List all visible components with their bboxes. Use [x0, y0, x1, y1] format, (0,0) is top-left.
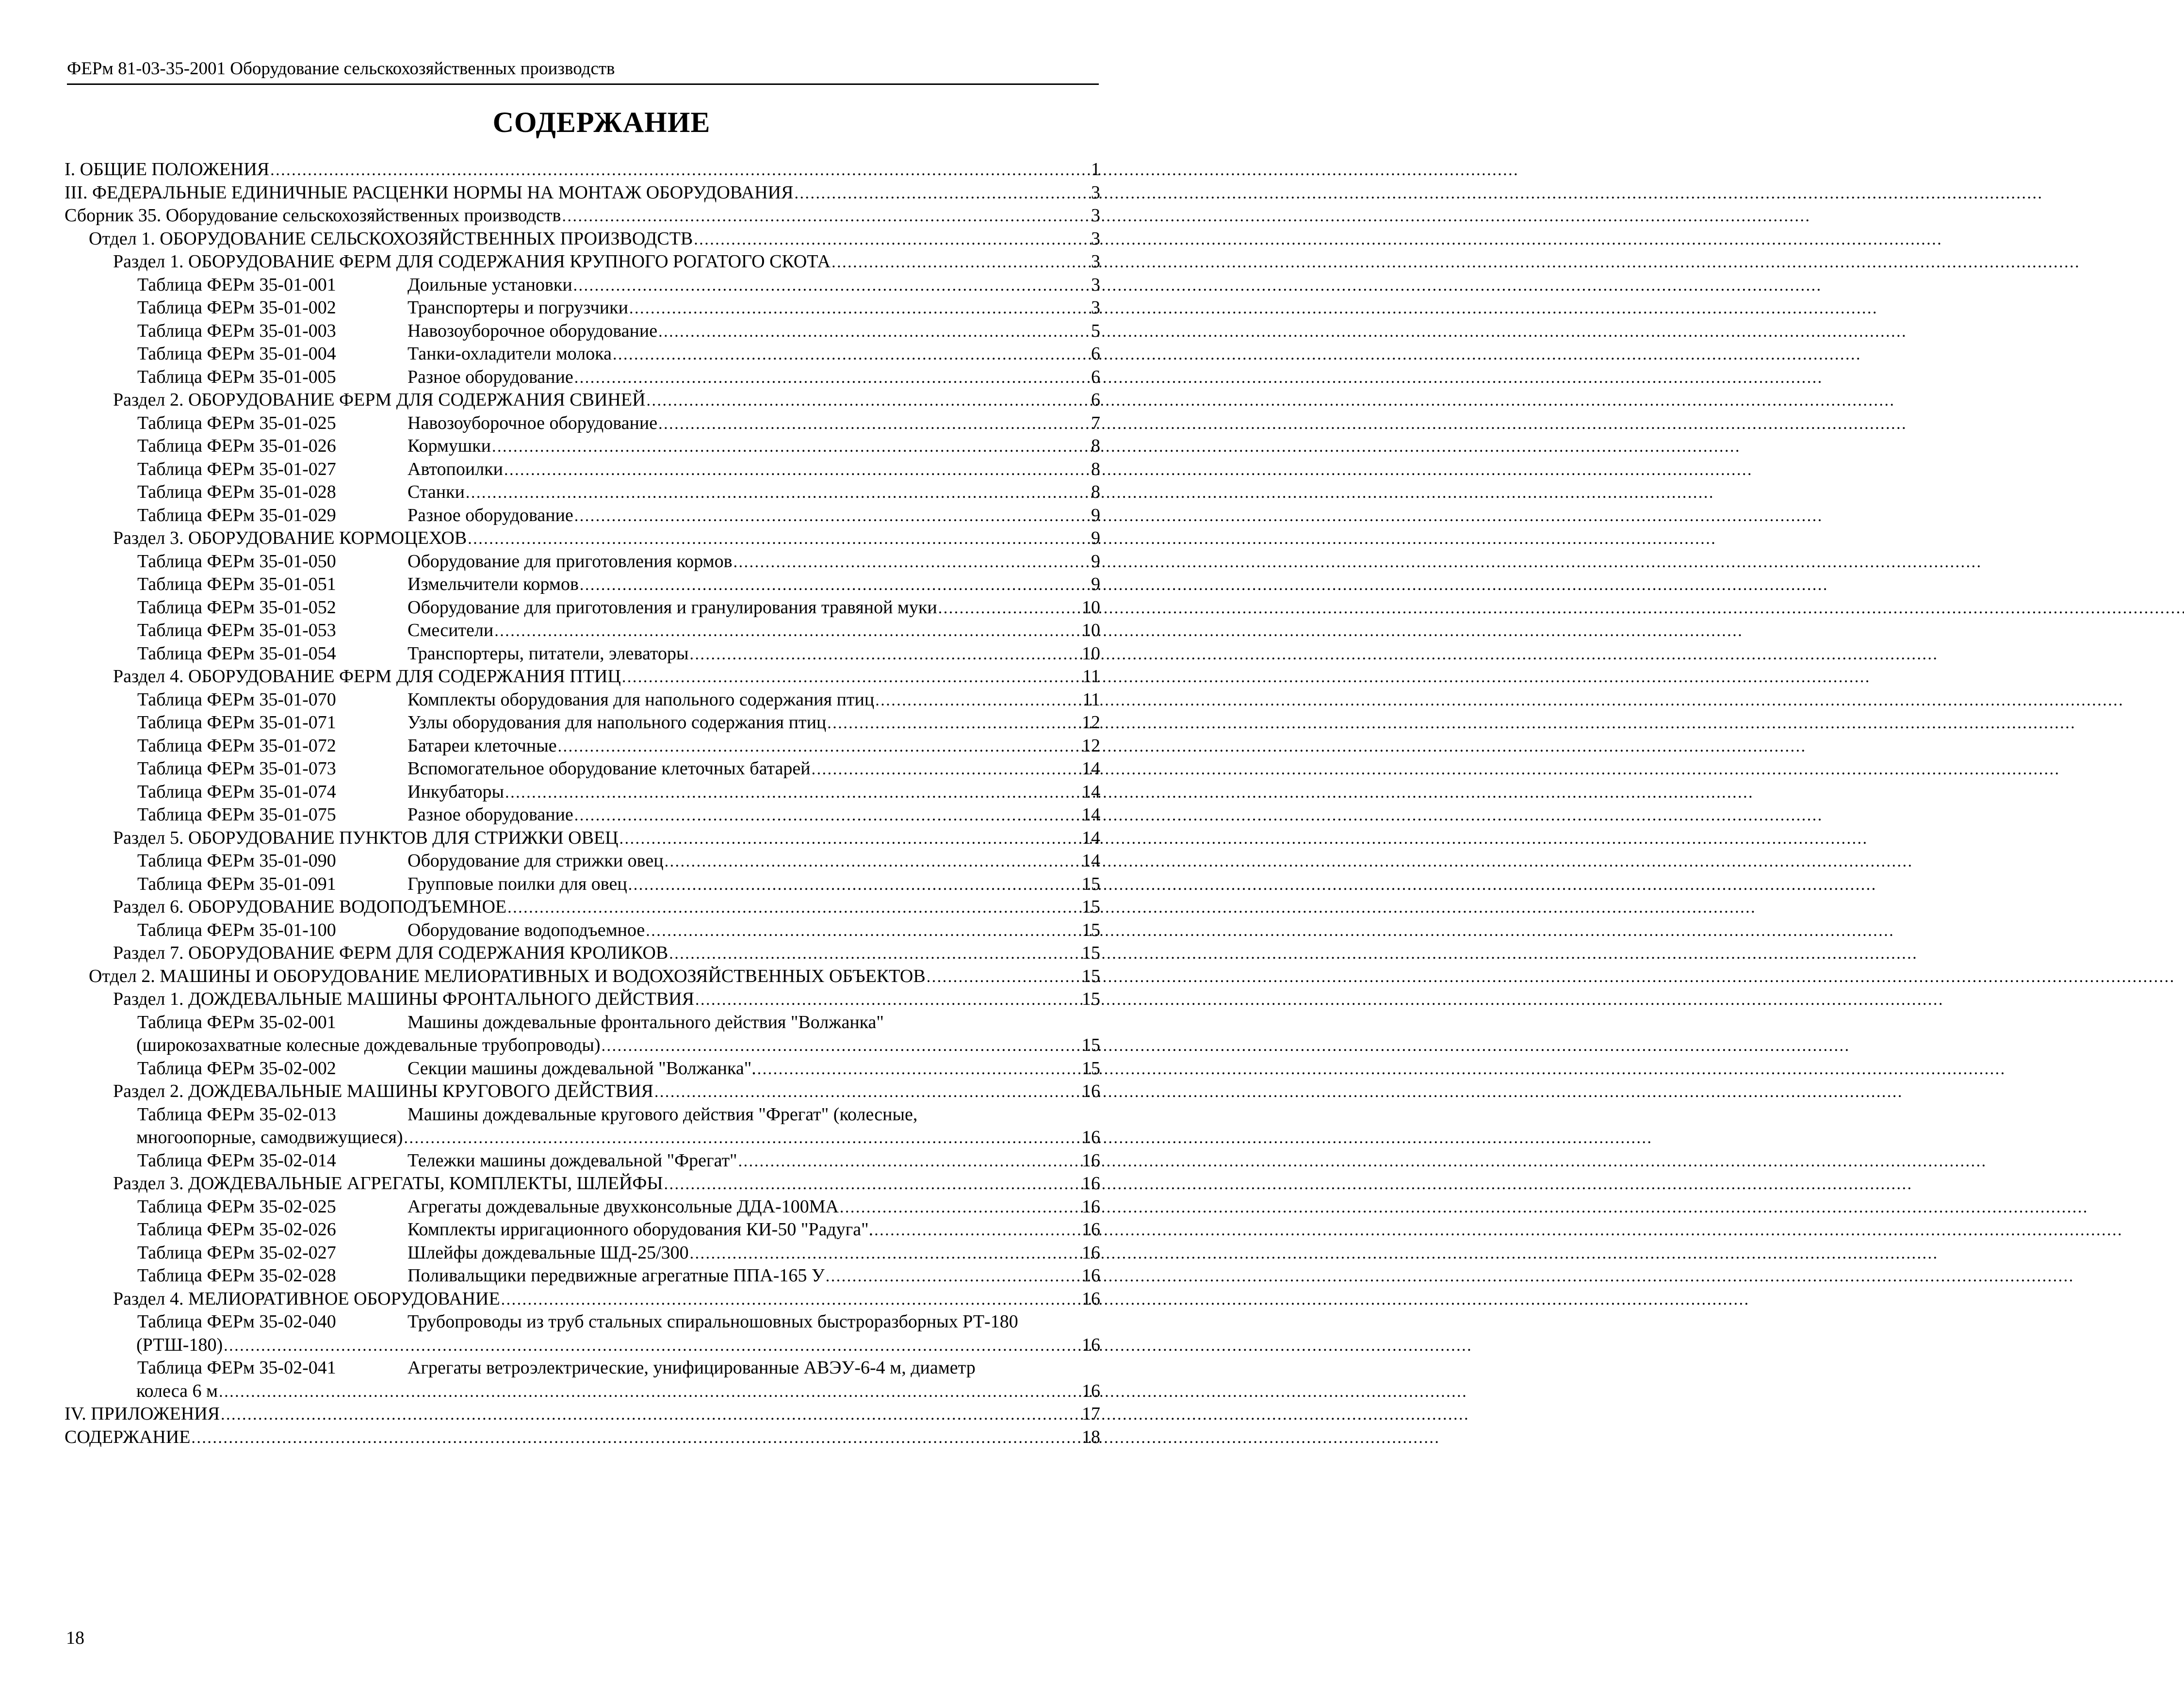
toc-entry-title: Раздел 1. ОБОРУДОВАНИЕ ФЕРМ ДЛЯ СОДЕРЖАНИЯ КРУПНОГО РОГАТОГО СКОТА	[113, 251, 831, 272]
toc-page-number: 16	[1082, 1380, 1100, 1401]
toc-entry-title: Кормушки	[407, 436, 491, 456]
toc-entry[interactable]	[65, 504, 1100, 527]
toc-entry-title: Секции машины дождевальной "Волжанка".	[407, 1058, 756, 1079]
toc-table-code: Таблица ФЕРм 35-02-001	[137, 1012, 336, 1032]
dot-leader	[468, 527, 1090, 551]
toc-table-code: Таблица ФЕРм 35-01-050	[137, 551, 336, 572]
toc-entry-title: Станки	[407, 482, 465, 502]
toc-page-number: 7	[1091, 412, 1100, 433]
toc-page-number: 12	[1082, 712, 1100, 733]
toc-entry-title: Машины дождевальные кругового действия "Фрегат" (колесные,	[407, 1104, 918, 1125]
toc-page-number: 15	[1082, 989, 1100, 1009]
dot-leader	[689, 642, 1081, 666]
toc-entry-title-continuation: многоопорные, самодвижущиеся)	[136, 1127, 403, 1147]
toc-page-number: 9	[1091, 528, 1100, 548]
toc-entry[interactable]	[65, 1172, 1100, 1195]
toc-entry[interactable]	[65, 481, 1100, 504]
toc-page-number: 11	[1082, 689, 1100, 710]
toc-table-code: Таблица ФЕРм 35-01-051	[137, 574, 336, 594]
toc-entry[interactable]	[65, 204, 1100, 228]
toc-entry[interactable]	[65, 412, 1100, 435]
toc-entry[interactable]	[65, 1357, 1100, 1380]
dot-leader	[840, 1195, 1081, 1219]
toc-page-number: 16	[1082, 1173, 1100, 1194]
dot-leader	[221, 1403, 1081, 1426]
toc-page-number: 10	[1082, 620, 1100, 640]
toc-entry[interactable]	[65, 873, 1100, 896]
toc-page-number: 6	[1091, 344, 1100, 364]
toc-entry-title: Раздел 4. МЕЛИОРАТИВНОЕ ОБОРУДОВАНИЕ	[113, 1288, 500, 1309]
dot-leader	[466, 481, 1090, 505]
toc-entry[interactable]	[65, 1264, 1100, 1288]
toc-entry[interactable]	[65, 158, 1100, 181]
dot-leader	[270, 158, 1090, 182]
page-number: 18	[66, 1628, 84, 1648]
toc-table-code: Таблица ФЕРм 35-01-026	[137, 436, 336, 456]
toc-page-number: 15	[1082, 897, 1100, 917]
toc-entry-continuation[interactable]	[65, 1126, 1100, 1149]
toc-entry[interactable]	[65, 757, 1100, 781]
page-title: СОДЕРЖАНИЕ	[492, 106, 711, 138]
dot-leader	[831, 250, 1090, 274]
toc-table-code: Таблица ФЕРм 35-01-100	[137, 919, 336, 940]
dot-leader	[694, 228, 1090, 251]
toc-page-number: 3	[1091, 228, 1100, 249]
toc-table-code: Таблица ФЕРм 35-02-026	[137, 1219, 336, 1240]
toc-entry-title: Раздел 1. ДОЖДЕВАЛЬНЫЕ МАШИНЫ ФРОНТАЛЬНОГО ДЕЙСТВИЯ	[113, 989, 694, 1009]
toc-table-code: Таблица ФЕРм 35-02-002	[137, 1058, 336, 1079]
toc-page-number: 3	[1091, 251, 1100, 272]
toc-page-number: 16	[1082, 1288, 1100, 1309]
toc-page-number: 11	[1082, 666, 1100, 687]
toc-page-number: 14	[1082, 781, 1100, 802]
dot-leader	[669, 942, 1081, 966]
toc-entry-title-continuation: (широкозахватные колесные дождевальные трубопроводы)	[136, 1035, 601, 1055]
toc-table-code: Таблица ФЕРм 35-01-075	[137, 804, 336, 825]
toc-entry[interactable]	[65, 228, 1100, 251]
toc-entry-title: Транспортеры и погрузчики	[407, 297, 628, 318]
toc-entry-title: Навозоуборочное оборудование	[407, 320, 658, 341]
toc-entry[interactable]	[65, 781, 1100, 804]
toc-entry-title: Отдел 1. ОБОРУДОВАНИЕ СЕЛЬСКОХОЗЯЙСТВЕННЫХ ПРОИЗВОДСТВ	[89, 228, 693, 249]
toc-page-number: 16	[1082, 1196, 1100, 1217]
toc-page-number: 14	[1082, 758, 1100, 779]
toc-entry-title: Измельчители кормов	[407, 574, 579, 594]
dot-leader	[507, 896, 1081, 919]
toc-entry-title: Транспортеры, питатели, элеваторы	[407, 643, 689, 664]
toc-entry-title: Комплекты оборудования для напольного содержания птиц	[407, 689, 875, 710]
toc-entry-title: Агрегаты дождевальные двухконсольные ДДА-100МА	[407, 1196, 839, 1217]
toc-table-code: Таблица ФЕРм 35-02-027	[137, 1242, 336, 1263]
toc-table-code: Таблица ФЕРм 35-01-029	[137, 505, 336, 525]
toc-page-number: 6	[1091, 390, 1100, 410]
dot-leader	[628, 873, 1081, 897]
dot-leader	[664, 1172, 1081, 1196]
toc-entry[interactable]	[65, 1149, 1100, 1173]
toc-table-code: Таблица ФЕРм 35-01-005	[137, 366, 336, 387]
toc-entry[interactable]	[65, 1103, 1100, 1127]
dot-leader	[658, 320, 1090, 344]
toc-entry-continuation[interactable]	[65, 1034, 1100, 1057]
toc-entry-title: Машины дождевальные фронтального действия "Волжанка"	[407, 1012, 884, 1032]
toc-page-number: 6	[1091, 366, 1100, 387]
toc-table-code: Таблица ФЕРм 35-01-074	[137, 781, 336, 802]
dot-leader	[938, 596, 1081, 620]
dot-leader	[501, 1288, 1081, 1311]
toc-page-number: 15	[1082, 919, 1100, 940]
toc-page-number: 16	[1082, 1081, 1100, 1101]
toc-table-code: Таблица ФЕРм 35-01-027	[137, 458, 336, 479]
toc-table-code: Таблица ФЕРм 35-02-014	[137, 1150, 336, 1171]
toc-entry-title: Автопоилки	[407, 458, 503, 479]
toc-table-code: Таблица ФЕРм 35-01-054	[137, 643, 336, 664]
dot-leader	[505, 781, 1081, 804]
toc-entry[interactable]	[65, 735, 1100, 758]
toc-page-number: 15	[1082, 873, 1100, 894]
toc-table-code: Таблица ФЕРм 35-01-091	[137, 873, 336, 894]
toc-page-number: 3	[1091, 205, 1100, 226]
dot-leader	[827, 711, 1081, 735]
toc-entry[interactable]	[65, 366, 1100, 389]
dot-leader	[562, 204, 1090, 228]
toc-page-number: 16	[1082, 1219, 1100, 1240]
toc-entry[interactable]	[65, 550, 1100, 573]
toc-entry[interactable]	[65, 711, 1100, 735]
dot-leader	[826, 1264, 1081, 1288]
toc-entry[interactable]	[65, 942, 1100, 965]
running-header: ФЕРм 81-03-35-2001 Оборудование сельскохозяйственных производств	[67, 56, 1099, 85]
dot-leader	[574, 803, 1081, 827]
toc-entry[interactable]	[65, 573, 1100, 596]
toc-table-code: Таблица ФЕРм 35-01-002	[137, 297, 336, 318]
toc-table-code: Таблица ФЕРм 35-01-001	[137, 274, 336, 295]
toc-page-number: 15	[1082, 943, 1100, 963]
toc-entry-title: Сборник 35. Оборудование сельскохозяйственных производств	[65, 205, 561, 226]
toc-entry[interactable]	[65, 988, 1100, 1011]
toc-entry-title: Узлы оборудования для напольного содержания птиц	[407, 712, 827, 733]
toc-entry[interactable]	[65, 250, 1100, 274]
toc-page-number: 15	[1082, 1035, 1100, 1055]
toc-entry-title: Раздел 4. ОБОРУДОВАНИЕ ФЕРМ ДЛЯ СОДЕРЖАНИЯ ПТИЦ	[113, 666, 621, 687]
toc-page-number: 16	[1082, 1265, 1100, 1286]
toc-entry[interactable]	[65, 296, 1100, 320]
toc-entry[interactable]	[65, 827, 1100, 850]
dot-leader	[875, 688, 1081, 712]
toc-page-number: 3	[1091, 182, 1100, 203]
toc-table-code: Таблица ФЕРм 35-01-025	[137, 412, 336, 433]
toc-entry-title: IV. ПРИЛОЖЕНИЯ	[65, 1404, 220, 1424]
toc-page-number: 15	[1082, 966, 1100, 986]
dot-leader	[573, 274, 1090, 297]
toc-page-number: 17	[1082, 1404, 1100, 1424]
toc-page-number: 3	[1091, 297, 1100, 318]
toc-entry[interactable]	[65, 435, 1100, 458]
toc-table-code: Таблица ФЕРм 35-02-013	[137, 1104, 336, 1125]
dot-leader	[658, 412, 1090, 436]
toc-page-number: 10	[1082, 643, 1100, 664]
toc-page-number: 16	[1082, 1242, 1100, 1263]
dot-leader	[629, 296, 1090, 320]
toc-page-number: 16	[1082, 1127, 1100, 1147]
dot-leader	[574, 504, 1090, 528]
toc-entry-title: Раздел 2. ОБОРУДОВАНИЕ ФЕРМ ДЛЯ СОДЕРЖАНИЯ СВИНЕЙ	[113, 390, 646, 410]
toc-page-number: 16	[1082, 1150, 1100, 1171]
toc-entry-title: Разное оборудование	[407, 366, 573, 387]
toc-entry-title: III. ФЕДЕРАЛЬНЫЕ ЕДИНИЧНЫЕ РАСЦЕНКИ НОРМЫ НА МОНТАЖ ОБОРУДОВАНИЯ	[65, 182, 794, 203]
toc-entry-continuation[interactable]	[65, 1334, 1100, 1357]
toc-entry[interactable]	[65, 1195, 1100, 1219]
toc-entry-title: Навозоуборочное оборудование	[407, 412, 658, 433]
toc-table-code: Таблица ФЕРм 35-01-003	[137, 320, 336, 341]
toc-entry[interactable]	[65, 896, 1100, 919]
toc-entry[interactable]	[65, 665, 1100, 688]
toc-page-number: 3	[1091, 274, 1100, 295]
toc-page-number: 9	[1091, 574, 1100, 594]
toc-page-number: 14	[1082, 827, 1100, 848]
toc-entry-title: Поливальщики передвижные агрегатные ППА-165 У	[407, 1265, 825, 1286]
toc-entry-title: Комплекты ирригационного оборудования КИ-50 "Радуга".	[407, 1219, 874, 1240]
dot-leader	[733, 550, 1090, 574]
toc-entry-title: Раздел 5. ОБОРУДОВАНИЕ ПУНКТОВ ДЛЯ СТРИЖКИ ОВЕЦ	[113, 827, 619, 848]
table-of-contents	[65, 158, 1100, 1449]
toc-entry-title: Оборудование для стрижки овец	[407, 851, 664, 871]
dot-leader	[494, 619, 1081, 643]
toc-page-number: 8	[1091, 458, 1100, 479]
dot-leader	[504, 458, 1090, 482]
toc-table-code: Таблица ФЕРм 35-02-025	[137, 1196, 336, 1217]
toc-entry-title: Групповые поилки для овец	[407, 873, 627, 894]
toc-entry-title-continuation: колеса 6 м	[136, 1380, 218, 1401]
toc-page-number: 5	[1091, 320, 1100, 341]
toc-page-number: 12	[1082, 735, 1100, 756]
toc-entry[interactable]	[65, 1080, 1100, 1103]
toc-entry-title: СОДЕРЖАНИЕ	[65, 1426, 191, 1447]
toc-entry[interactable]	[65, 1426, 1100, 1449]
toc-page-number: 9	[1091, 505, 1100, 525]
toc-table-code: Таблица ФЕРм 35-01-073	[137, 758, 336, 779]
dot-leader	[602, 1034, 1081, 1058]
dot-leader	[580, 573, 1090, 597]
dot-leader	[224, 1334, 1081, 1358]
toc-entry-title: Раздел 3. ОБОРУДОВАНИЕ КОРМОЦЕХОВ	[113, 528, 467, 548]
toc-entry[interactable]	[65, 274, 1100, 297]
dot-leader	[695, 988, 1081, 1012]
dot-leader	[404, 1126, 1081, 1150]
toc-page-number: 15	[1082, 1058, 1100, 1079]
toc-page-number: 8	[1091, 482, 1100, 502]
dot-leader	[794, 181, 1090, 205]
toc-entry-title: Батареи клеточные	[407, 735, 557, 756]
toc-entry[interactable]	[65, 1011, 1100, 1034]
toc-entry-title: Вспомогательное оборудование клеточных батарей	[407, 758, 811, 779]
dot-leader	[757, 1057, 1081, 1081]
toc-entry-title: I. ОБЩИЕ ПОЛОЖЕНИЯ	[65, 159, 270, 180]
toc-entry[interactable]	[65, 458, 1100, 481]
dot-leader	[812, 757, 1081, 781]
toc-entry[interactable]	[65, 181, 1100, 205]
toc-entry-title: Раздел 7. ОБОРУДОВАНИЕ ФЕРМ ДЛЯ СОДЕРЖАНИЯ КРОЛИКОВ	[113, 943, 668, 963]
dot-leader	[622, 665, 1082, 689]
toc-page-number: 14	[1082, 804, 1100, 825]
dot-leader	[646, 919, 1081, 943]
dot-leader	[647, 389, 1090, 412]
toc-entry[interactable]	[65, 619, 1100, 642]
toc-page-number: 1	[1091, 159, 1100, 180]
toc-entry-title: Оборудование водоподъемное	[407, 919, 645, 940]
toc-table-code: Таблица ФЕРм 35-01-053	[137, 620, 336, 640]
dot-leader	[874, 1218, 1081, 1242]
toc-entry-title: Раздел 6. ОБОРУДОВАНИЕ ВОДОПОДЪЕМНОЕ	[113, 897, 507, 917]
toc-entry-title: Танки-охладители молока	[407, 344, 612, 364]
dot-leader	[558, 735, 1081, 758]
toc-entry-title: Оборудование для приготовления кормов	[407, 551, 733, 572]
toc-table-code: Таблица ФЕРм 35-01-071	[137, 712, 336, 733]
dot-leader	[492, 435, 1090, 458]
toc-table-code: Таблица ФЕРм 35-01-070	[137, 689, 336, 710]
toc-entry[interactable]	[65, 389, 1100, 412]
toc-entry-title: Инкубаторы	[407, 781, 505, 802]
toc-entry[interactable]	[65, 850, 1100, 873]
toc-entry[interactable]	[65, 1218, 1100, 1242]
toc-page-number: 8	[1091, 436, 1100, 456]
toc-page-number: 14	[1082, 851, 1100, 871]
dot-leader	[927, 965, 1081, 989]
toc-entry[interactable]	[65, 1288, 1100, 1311]
toc-entry[interactable]	[65, 688, 1100, 712]
dot-leader	[613, 343, 1090, 366]
dot-leader	[654, 1080, 1081, 1104]
toc-entry-title: Тележки машины дождевальной "Фрегат"	[407, 1150, 737, 1171]
toc-entry-title: Доильные установки	[407, 274, 572, 295]
dot-leader	[665, 850, 1081, 873]
toc-entry-title-continuation: (РТШ-180)	[136, 1334, 223, 1355]
toc-entry[interactable]	[65, 965, 1100, 988]
dot-leader	[738, 1149, 1081, 1173]
toc-entry[interactable]	[65, 919, 1100, 942]
dot-leader	[191, 1426, 1081, 1450]
toc-entry-title: Раздел 3. ДОЖДЕВАЛЬНЫЕ АГРЕГАТЫ, КОМПЛЕКТЫ, ШЛЕЙФЫ	[113, 1173, 663, 1194]
toc-entry-title: Агрегаты ветроэлектрические, унифицированные АВЭУ-6-4 м, диаметр	[407, 1358, 976, 1378]
toc-entry-title: Оборудование для приготовления и гранулирования травяной муки	[407, 597, 937, 618]
toc-entry-title: Разное оборудование	[407, 804, 573, 825]
toc-entry-title: Отдел 2. МАШИНЫ И ОБОРУДОВАНИЕ МЕЛИОРАТИВНЫХ И ВОДОХОЗЯЙСТВЕННЫХ ОБЪЕКТОВ	[89, 966, 926, 986]
dot-leader	[219, 1380, 1081, 1404]
toc-table-code: Таблица ФЕРм 35-01-004	[137, 344, 336, 364]
toc-entry[interactable]	[65, 1310, 1100, 1334]
toc-table-code: Таблица ФЕРм 35-01-052	[137, 597, 336, 618]
toc-table-code: Таблица ФЕРм 35-02-028	[137, 1265, 336, 1286]
toc-entry[interactable]	[65, 596, 1100, 620]
toc-table-code: Таблица ФЕРм 35-01-072	[137, 735, 336, 756]
toc-page-number: 16	[1082, 1334, 1100, 1355]
toc-table-code: Таблица ФЕРм 35-02-041	[137, 1358, 336, 1378]
toc-entry[interactable]	[65, 803, 1100, 827]
toc-page-number: 18	[1082, 1426, 1100, 1447]
toc-entry-title: Смесители	[407, 620, 494, 640]
toc-entry-continuation[interactable]	[65, 1380, 1100, 1403]
toc-table-code: Таблица ФЕРм 35-01-090	[137, 851, 336, 871]
dot-leader	[574, 366, 1090, 390]
dot-leader	[619, 827, 1081, 851]
toc-entry[interactable]	[65, 1403, 1100, 1426]
toc-entry[interactable]	[65, 343, 1100, 366]
toc-table-code: Таблица ФЕРм 35-02-040	[137, 1311, 336, 1332]
toc-entry[interactable]	[65, 1242, 1100, 1265]
toc-table-code: Таблица ФЕРм 35-01-028	[137, 482, 336, 502]
toc-entry-title: Трубопроводы из труб стальных спиральношовных быстроразборных РТ-180	[407, 1311, 1018, 1332]
toc-entry[interactable]	[65, 527, 1100, 550]
dot-leader	[690, 1242, 1081, 1265]
toc-entry[interactable]	[65, 320, 1100, 343]
toc-entry-title: Раздел 2. ДОЖДЕВАЛЬНЫЕ МАШИНЫ КРУГОВОГО ДЕЙСТВИЯ	[113, 1081, 653, 1101]
toc-entry[interactable]	[65, 642, 1100, 666]
toc-page-number: 9	[1091, 551, 1100, 572]
toc-entry-title: Шлейфы дождевальные ШД-25/300	[407, 1242, 689, 1263]
toc-page-number: 10	[1082, 597, 1100, 618]
toc-entry-title: Разное оборудование	[407, 505, 573, 525]
toc-entry[interactable]	[65, 1057, 1100, 1080]
